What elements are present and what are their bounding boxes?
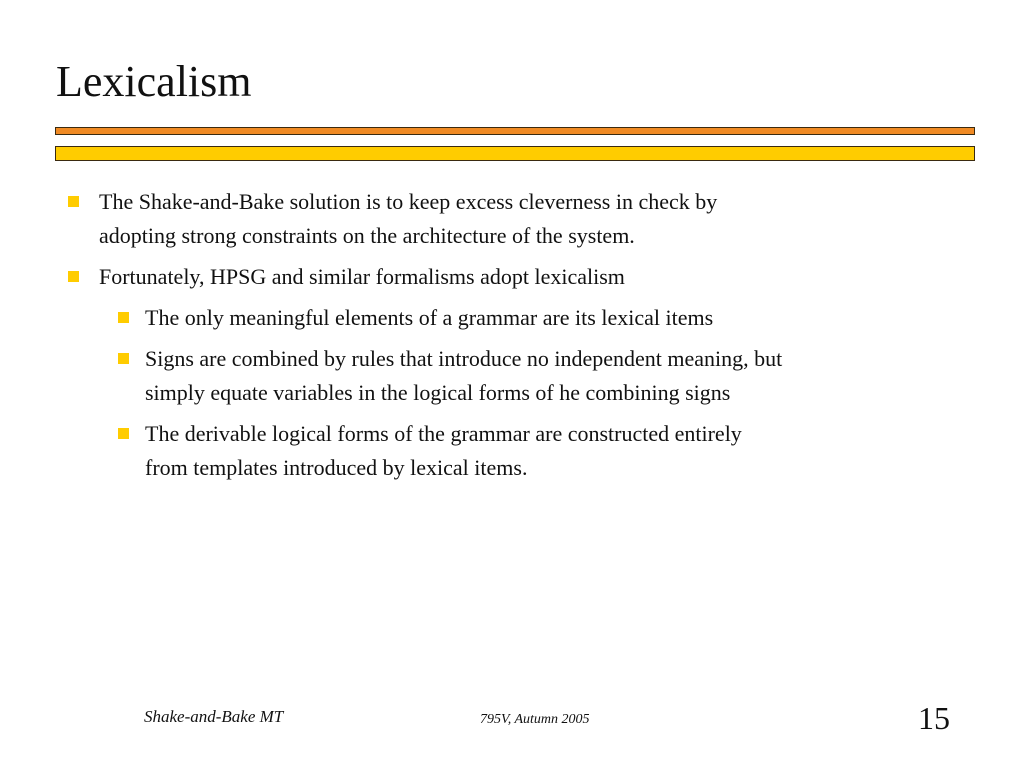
slide-page-number: 15: [918, 700, 950, 736]
sub-bullet-item: [145, 417, 742, 485]
bullet-text-line: The derivable logical forms of the grammar are constructed entirely: [145, 421, 742, 446]
square-bullet-icon: [68, 196, 79, 207]
bullet-text-line: simply equate variables in the logical forms of he combining signs: [145, 380, 731, 405]
square-bullet-icon: [118, 428, 129, 439]
title-rule-yellow: [55, 146, 975, 161]
bullet-text-line: Fortunately, HPSG and similar formalisms adopt lexicalism: [99, 264, 625, 289]
bullet-item: [99, 260, 625, 294]
bullet-text-line: from templates introduced by lexical items.: [145, 455, 528, 480]
footer-term: 795V, Autumn 2005: [480, 712, 590, 727]
footer-course-title: Shake-and-Bake MT: [144, 707, 284, 726]
bullet-text-line: The only meaningful elements of a grammar are its lexical items: [145, 305, 714, 330]
title-rule-orange: [55, 127, 975, 135]
bullet-text-line: adopting strong constraints on the architecture of the system.: [99, 223, 635, 248]
sub-bullet-item: [145, 301, 713, 335]
slide-title: Lexicalism: [56, 57, 252, 106]
bullet-item: [99, 185, 717, 253]
square-bullet-icon: [118, 353, 129, 364]
square-bullet-icon: [68, 271, 79, 282]
bullet-text-line: Signs are combined by rules that introduce no independent meaning, but: [145, 346, 783, 371]
bullet-text-line: The Shake-and-Bake solution is to keep excess cleverness in check by: [99, 189, 718, 214]
sub-bullet-item: [145, 342, 782, 410]
square-bullet-icon: [118, 312, 129, 323]
